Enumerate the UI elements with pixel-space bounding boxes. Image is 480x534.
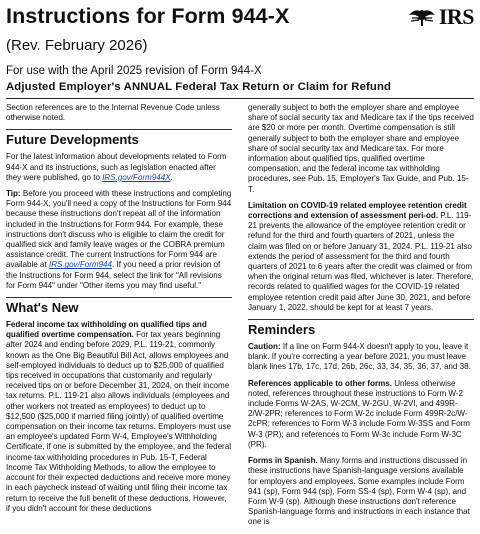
caution-paragraph <box>248 342 474 373</box>
erc-limitation-paragraph <box>248 201 474 313</box>
irs-logo <box>407 6 474 28</box>
caution-text: If a line on Form 944-X doesn't apply to you, leave it blank. If you're correcting a year before 2021, you must leave blank lines 17b, 17c, 17d, 26b, 26c, 33, 34, 35, 36, 37, and 38. <box>248 342 471 372</box>
reminders-heading: Reminders <box>248 319 474 337</box>
references-text: Unless otherwise noted, references throughout these instructions to Form W-2 include Forms W-2AS, W-2CM, W-2GU, W-2VI, and 499R-2/W-2PR; references to Form W-2c include Form 499R-2c/W-2cPR; references to Form W-3 include Form W-3SS and Form W-3 (PR); and references to Form W-3c include Form W-3C (PR). <box>248 378 470 449</box>
form944-link[interactable]: IRS.gov/Form944 <box>48 260 113 270</box>
references-label: References applicable to other forms. <box>248 378 392 388</box>
form-subtitle: Adjusted Employer's ANNUAL Federal Tax Return or Claim for Refund <box>6 81 392 93</box>
page-title: Instructions for Form 944-X <box>6 4 290 28</box>
form944x-link[interactable]: IRS.gov/Form944X <box>102 172 171 182</box>
erc-limitation-label: Limitation on COVID-19 related employee retention credit corrections and extension of assessment peri-od. <box>248 200 467 221</box>
tips-overtime-text: For tax years beginning after 2024 and ending before 2029, P.L. 119-21, commonly known as the One Big Beautiful Bill Act, allows employees and self-employed individuals to deduct up to $25,000 of qualified tips received in occupations that customarily and regularly received tips on or before December 31, 2024, on their income tax returns. P.L. 119-21 also allows individuals (employees and other workers not treated as employees) to deduct up to $12,500 ($25,000 if married filing jointly) of qualified overtime compensation on their income tax returns. Employers must use an employee's updated Form W-4, Employee's Withholding Certificate, if one is submitted by the employee, and the federal income tax withholding procedures in Pub. 15-T, Federal Income Tax Withholding Methods, to allow the employee to account for their expected deductions and receive more money in each paycheck instead of waiting until filing their income tax return to receive the full benefit of these deductions. However, if you didn't account for these deductions <box>6 330 231 513</box>
future-text-end: . <box>170 172 173 182</box>
header-divider <box>6 98 474 99</box>
future-text: For the latest information about developments related to Form 944-X and its instructions, such as legislation enacted after they were published, go to <box>6 152 227 182</box>
tip-text-end: . If you need a prior revision of the Instructions for Form 944, select the link for "All revisions for Form 944" under "Other items you may find useful." <box>6 260 222 290</box>
erc-limitation-text: P.L. 119-21 prevents the allowance of the employee retention credit or refund for the third and fourth quarters of 2021, unless the claim was filed on or before January 31, 2024. P.L. 119-21 also extends the period of assessment for the third and fourth quarters of 2021 to 6 years after the credit was claimed or from when the original return was filed, whichever is later. Therefore, records related to qualified wages for the COVID-19 related employee retention credit paid after June 30, 2021, and before January 1, 2022, should be kept for at least 7 years. <box>248 211 474 312</box>
future-developments-paragraph <box>6 152 232 183</box>
spanish-forms-paragraph <box>248 456 474 527</box>
spanish-forms-text: Many forms and instructions discussed in these instructions have Spanish-language versions available for employers and employees. Some examples include Form 941 (sp), Form 944 (sp), Form SS-4 (sp), Form W-4 (sp), and Form W-9 (sp). Although these instructions don't reference Spanish-language forms and instructions in each instance that one is <box>248 456 470 527</box>
caution-label: Caution: <box>248 342 281 352</box>
intro-paragraph: Section references are to the Internal Revenue Code unless otherwise noted. <box>6 103 220 123</box>
for-use-line: For use with the April 2025 revision of Form 944-X <box>6 65 262 77</box>
references-paragraph <box>248 379 474 450</box>
tip-text: Before you proceed with these instructions and completing Form 944-X, you'll need a copy of the Instructions for Form 944 because these instructions don't repeat all of the information included in the Instructions for Form 944. For example, these instructions don't discuss who is eligible to claim the credit for qualified sick and family leave wages or the COBRA premium assistance credit. The current Instructions for Form 944 are available at <box>6 189 232 270</box>
continued-paragraph: generally subject to both the employer share and employee share of social security tax and Medicare tax if the tips received are $20 or more per month. Overtime compensation is still generally subject to both the employer share and employee share of social security tax and Medicare tax. For more information about qualified tips, qualified overtime compensation, and the federal income tax withholding procedures, see Pub. 15, Employer's Tax Guide, and Pub. 15-T. <box>248 103 474 194</box>
tips-overtime-label: Federal income tax withholding on qualified tips and qualified overtime compensation. <box>6 320 207 340</box>
eagle-icon <box>407 6 437 28</box>
whats-new-heading: What's New <box>6 297 232 315</box>
logo-text: IRS <box>438 4 474 29</box>
tip-label: Tip: <box>6 189 21 199</box>
left-column <box>6 103 232 520</box>
revision-date: (Rev. February 2026) <box>6 37 148 54</box>
spanish-forms-label: Forms in Spanish. <box>248 456 318 466</box>
tips-overtime-paragraph <box>6 320 232 514</box>
right-column <box>248 103 474 534</box>
tip-paragraph <box>6 189 232 291</box>
future-developments-heading: Future Developments <box>6 129 232 147</box>
